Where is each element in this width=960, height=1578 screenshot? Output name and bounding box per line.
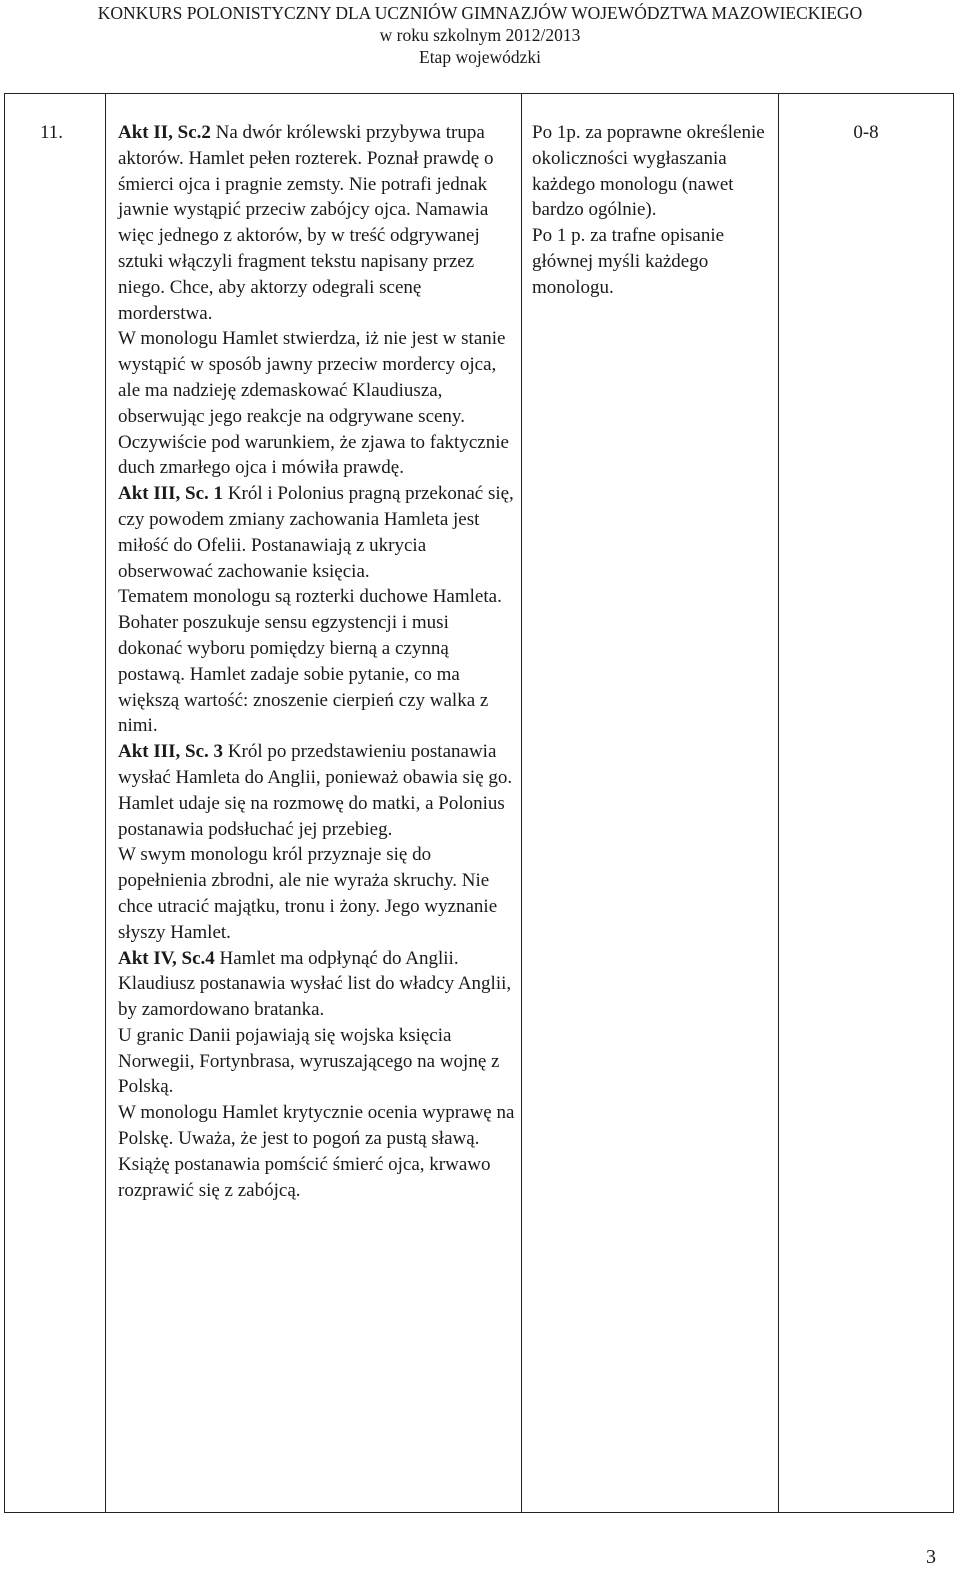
answer-paragraph <box>118 1100 517 1203</box>
answer-key-table <box>4 93 954 1513</box>
answer-paragraph <box>118 120 517 326</box>
header-contest-title: KONKURS POLONISTYCZNY DLA UCZNIÓW GIMNAZJÓW WOJEWÓDZTWA MAZOWIECKIEGO <box>97 3 863 23</box>
scene-label: Akt II, Sc.2 <box>118 122 211 143</box>
scoring-criteria <box>522 94 779 1513</box>
paragraph-text: Król i Polonius pragną przekonać się, czy powodem zmiany zachowania Hamleta jest miłość do Ofelii. Postanawiają z ukrycia obserwować zachowanie księcia. <box>118 483 514 582</box>
paragraph-text: Na dwór królewski przybywa trupa aktorów. Hamlet pełen rozterek. Poznał prawdę o śmierci ojca i pragnie zemsty. Nie potrafi jednak jawnie wystąpić przeciw zabójcy ojca. Namawia więc jednego z aktorów, by w treść odgrywanej sztuki włączyli fragment tekstu napisany przez niego. Chce, aby aktorzy odegrali scenę morderstwa. <box>118 122 494 324</box>
scene-label: Akt IV, Sc.4 <box>118 947 215 969</box>
task-number: 11. <box>5 94 106 1513</box>
paragraph-text: Król po przedstawieniu postanawia wysłać Hamleta do Anglii, ponieważ obawia się go. Hamlet udaje się na rozmowę do matki, a Polonius postanawia podsłuchać jej przebieg. <box>118 741 513 840</box>
answer-paragraph <box>118 326 517 481</box>
criterion-item: Po 1 p. za trafne opisanie głównej myśli każdego monologu. <box>532 225 725 298</box>
paragraph-text: W swym monologu król przyznaje się do popełnienia zbrodni, ale nie wyraża skruchy. Nie chce utracić majątku, tronu i żony. Jego wyznanie słyszy Hamlet. <box>118 844 498 943</box>
answer-paragraph <box>118 946 517 1023</box>
answer-paragraph <box>118 481 517 584</box>
paragraph-text: U granic Danii pojawiają się wojska księcia Norwegii, Fortynbrasa, wyruszającego na wojnę z Polską. <box>118 1024 500 1098</box>
paragraph-text: W monologu Hamlet krytycznie ocenia wyprawę na Polskę. Uważa, że jest to pogoń za pustą sławą. Książę postanawia pomścić śmierć ojca, krwawo rozprawić się z zabójcą. <box>118 1102 515 1201</box>
header-school-year: w roku szkolnym 2012/2013 <box>379 25 581 45</box>
scene-label: Akt III, Sc. 1 <box>118 483 224 505</box>
paragraph-text: Tematem monologu są rozterki duchowe Hamleta. Bohater poszukuje sensu egzystencji i musi dokonać wyboru pomiędzy bierną a czynną postawą. Hamlet zadaje sobie pytanie, co ma większą wartość: znoszenie cierpień czy walka z nimi. <box>118 586 502 737</box>
table-row <box>5 94 954 1513</box>
page-number: 3 <box>926 1546 936 1568</box>
paragraph-text: Hamlet ma odpłynąć do Anglii. Klaudiusz postanawia wysłać list do władcy Anglii, by zamordowano bratanka. <box>118 947 512 1021</box>
answer-content <box>106 94 522 1513</box>
points-range: 0-8 <box>779 94 954 1513</box>
paragraph-text: W monologu Hamlet stwierdza, iż nie jest w stanie wystąpić w sposób jawny przeciw mordercy ojca, ale ma nadzieję zdemaskować Klaudiusza, obserwując jego reakcje na odgrywane sceny. Oczywiście pod warunkiem, że zjawa to faktycznie duch zmarłego ojca i mówiła prawdę. <box>118 328 509 479</box>
answer-paragraph <box>118 584 517 739</box>
answer-paragraph <box>118 842 517 945</box>
criterion-item: Po 1p. za poprawne określenie okoliczności wygłaszania każdego monologu (nawet bardzo ogólnie). <box>532 122 765 221</box>
answer-paragraph <box>118 1023 517 1100</box>
document-header <box>0 2 960 68</box>
header-stage: Etap wojewódzki <box>419 47 541 67</box>
scene-label: Akt III, Sc. 3 <box>118 741 224 763</box>
answer-paragraph <box>118 739 517 842</box>
